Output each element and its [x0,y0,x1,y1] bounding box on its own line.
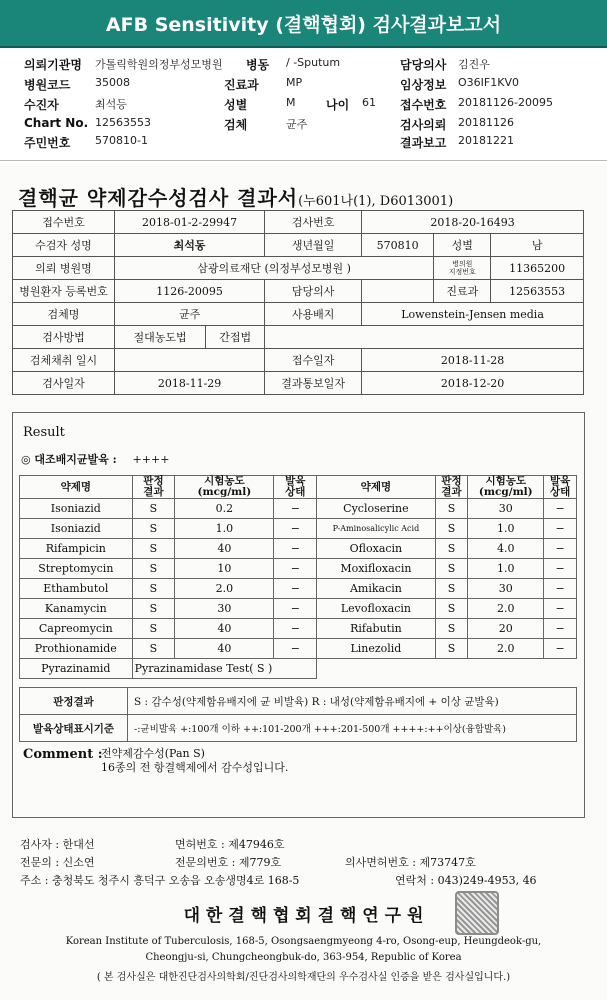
growth-status: − [544,639,577,659]
table-row [20,559,577,579]
concentration: 30 [468,579,544,599]
phone: 연락처 : 043)249-4953, 46 [395,874,537,887]
form-value: 균주 [115,303,265,326]
info-value: 최석등 [95,98,127,111]
form-value: 2018-20-16493 [362,211,584,234]
table-row [20,499,577,519]
column-header: 시험농도 (mcg/ml) [175,476,274,499]
table-row [20,619,577,639]
growth-status: − [544,619,577,639]
judgement: S [435,499,468,519]
drug-name: Ofloxacin [317,539,435,559]
table-row [20,579,577,599]
empty-cell [317,659,577,679]
form-label: 사용배지 [265,303,362,326]
concentration: 40 [175,639,274,659]
drug-name: Linezolid [317,639,435,659]
info-label: 주민번호 [24,136,71,150]
judgement: S [132,619,175,639]
column-header: 시험농도 (mcg/ml) [468,476,544,499]
judgement: S [132,639,175,659]
drug-name: Isoniazid [20,499,133,519]
form-value: 최석동 [115,234,265,257]
info-label: 의뢰기관명 [24,58,82,72]
form-label: 접수번호 [13,211,115,234]
growth-status: − [544,499,577,519]
form-value: 2018-11-28 [362,349,584,372]
table-row [13,234,584,257]
info-label: 접수번호 [400,98,447,112]
column-header: 발육 상태 [544,476,577,499]
concentration: 40 [175,619,274,639]
form-label: 검체채취 일시 [13,349,115,372]
scanned-report [0,166,607,1000]
form-value: 간접법 [206,326,265,349]
table-row [20,639,577,659]
column-header: 약제명 [317,476,435,499]
legend-value: S : 감수성(약제함유배지에 균 비발육) R : 내성(약제함유배지에 + 이상 균발육) [128,688,577,715]
judgement: S [435,559,468,579]
drug-name: Capreomycin [20,619,133,639]
legend-label: 발육상태표시기준 [20,715,128,742]
drug-name: Pyrazinamid [20,659,133,679]
column-header: 판정 결과 [132,476,175,499]
info-row [0,134,607,152]
info-row [0,116,607,134]
concentration: 20 [468,619,544,639]
concentration: 0.2 [175,499,274,519]
judgement: S [435,519,468,539]
growth-status: − [274,639,317,659]
drug-name: Rifampicin [20,539,133,559]
form-label: 병의원 지정번호 [434,257,491,280]
info-value: MP [286,76,303,89]
form-label: 접수일자 [265,349,362,372]
info-row [0,76,607,94]
report-title: AFB Sensitivity (결핵협회) 검사결과보고서 [105,14,502,36]
info-value: / -Sputum [286,56,341,69]
info-label: 병원코드 [24,78,71,92]
org-address-en: Cheongju-si, Chungcheongbuk-do, 363-954, Republic of Korea [145,952,462,963]
table-row [13,280,584,303]
legend-label: 판정결과 [20,688,128,715]
info-value: 20181126 [458,116,514,129]
form-value: 12563553 [491,280,584,303]
comment-label: Comment : [23,747,103,762]
drug-name: Levofloxacin [317,599,435,619]
tester: 검사자 : 한대선 [20,838,95,851]
result-title: Result [23,425,65,440]
org-name: 대 한 결 핵 협 회 결 핵 연 구 원 [183,906,424,926]
info-value: 균주 [286,118,308,131]
form-label: 병원환자 등록번호 [13,280,115,303]
concentration: 1.0 [468,519,544,539]
table-row [20,539,577,559]
form-value: 2018-11-29 [115,372,265,395]
table-row [13,211,584,234]
doc-title [18,182,453,211]
growth-status: − [274,539,317,559]
growth-status: − [274,599,317,619]
legend-table [19,687,577,742]
form-label: 검사번호 [265,211,362,234]
result-section [12,412,585,818]
table-row [20,688,577,715]
drug-name: Cycloserine [317,499,435,519]
form-value: 2018-12-20 [362,372,584,395]
growth-status: − [544,599,577,619]
info-value: 가톨릭학원의정부성모병원 [95,58,223,71]
form-label: 의뢰 병원명 [13,257,115,280]
form-value: 570810 [362,234,434,257]
growth-control-label: ◎ 대조배지균발육 : [21,453,117,466]
drug-name: Ethambutol [20,579,133,599]
info-label: 결과보고 [400,136,447,150]
concentration: 1.0 [468,559,544,579]
form-label: 수검자 성명 [13,234,115,257]
concentration: 1.0 [175,519,274,539]
concentration: 30 [468,499,544,519]
tester-license: 면허번호 : 제47946호 [175,838,285,851]
concentration: 2.0 [175,579,274,599]
form-value: 삼광의료재단 (의정부성모병원 ) [115,257,434,280]
form-label: 생년월일 [265,234,362,257]
table-row [20,715,577,742]
drug-name: Moxifloxacin [317,559,435,579]
info-label: 진료과 [224,78,259,92]
form-value: 2018-01-2-29947 [115,211,265,234]
info-value: O36IF1KV0 [458,76,519,89]
growth-status: − [274,519,317,539]
table-header [20,476,577,499]
form-value [362,280,434,303]
report-header [0,0,607,48]
info-label: 검체 [224,118,248,132]
judgement: S [132,539,175,559]
judgement: S [435,539,468,559]
growth-status: − [274,579,317,599]
drug-name: Prothionamide [20,639,133,659]
sensitivity-table [19,475,577,679]
judgement: S [435,639,468,659]
info-label: 병동 [246,58,270,72]
form-label: 진료과 [434,280,491,303]
growth-status: − [544,519,577,539]
judgement: S [132,519,175,539]
info-label: 검사의뢰 [400,118,447,132]
growth-status: − [274,619,317,639]
form-value: 11365200 [491,257,584,280]
info-label: Chart No. [24,116,89,130]
legend-value: -:균비발육 +:100개 이하 ++:101-200개 +++:201-500개 ++++:++이상(융합발육) [128,715,577,742]
table-row [20,659,577,679]
growth-status: − [274,499,317,519]
drug-name: P-Aminosalicylic Acid [317,519,435,539]
certification-note: ( 본 검사실은 대한진단검사의학회/진단검사의학재단의 우수검사실 인증을 받은 검사실입니다.) [96,972,511,983]
comment-line: 전약제감수성(Pan S) [101,747,205,760]
info-value: 35008 [95,76,130,89]
comment-line: 16종의 전 항결핵제에서 감수성입니다. [101,761,289,774]
form-value [265,326,584,349]
column-header: 발육 상태 [274,476,317,499]
form-label: 결과통보일자 [265,372,362,395]
official-seal [455,891,499,935]
drug-name: Amikacin [317,579,435,599]
judgement: S [435,619,468,639]
info-value: 김진우 [458,58,490,71]
info-value: 20181126-20095 [458,96,553,109]
patient-info [0,54,607,154]
table-row [13,372,584,395]
info-value: 20181221 [458,134,514,147]
drug-name: Kanamycin [20,599,133,619]
concentration: 30 [175,599,274,619]
concentration: 2.0 [468,599,544,619]
form-label: 성별 [434,234,491,257]
table-row [13,257,584,280]
info-row [0,96,607,114]
growth-control [21,451,169,467]
drug-name: Rifabutin [317,619,435,639]
form-value: Lowenstein-Jensen media [362,303,584,326]
info-label: 나이 [326,98,350,112]
info-value: 61 [362,96,376,109]
request-form [12,210,584,395]
pza-result: Pyrazinamidase Test( S ) [132,659,317,679]
info-label: 담당의사 [400,58,447,72]
form-value: 절대농도법 [115,326,206,349]
growth-status: − [274,559,317,579]
judgement: S [132,559,175,579]
info-label: 성별 [224,98,248,112]
concentration: 10 [175,559,274,579]
info-value: 570810-1 [95,134,148,147]
info-row [0,56,607,74]
expert-license: 전문의번호 : 제779호 [175,856,282,869]
info-label: 수진자 [24,98,59,112]
growth-status: − [544,579,577,599]
form-value: 남 [491,234,584,257]
doc-title-code: (누601나(1), D6013001) [298,194,454,209]
info-label: 임상정보 [400,78,447,92]
column-header: 약제명 [20,476,133,499]
expert: 전문의 : 신소연 [20,856,95,869]
drug-name: Isoniazid [20,519,133,539]
judgement: S [132,579,175,599]
form-value [115,349,265,372]
form-label: 검체명 [13,303,115,326]
table-row [20,599,577,619]
org-address-en: Korean Institute of Tuberculosis, 168-5, Osongsaengmyeong 4-ro, Osong-eup, Heungdeok-gu, [65,936,542,947]
table-row [20,519,577,539]
concentration: 40 [175,539,274,559]
table-row [13,303,584,326]
form-value: 1126-20095 [115,280,265,303]
doc-title-text: 결핵균 약제감수성검사 결과서 [18,186,299,210]
concentration: 2.0 [468,639,544,659]
form-label: 검사방법 [13,326,115,349]
table-row [13,326,584,349]
judgement: S [132,499,175,519]
info-value: 12563553 [95,116,151,129]
form-label: 검사일자 [13,372,115,395]
growth-status: − [544,539,577,559]
drug-name: Streptomycin [20,559,133,579]
divider [0,160,607,161]
info-value: M [286,96,296,109]
judgement: S [435,579,468,599]
judgement: S [132,599,175,619]
concentration: 4.0 [468,539,544,559]
doctor-license: 의사면허번호 : 제73747호 [345,856,476,869]
address: 주소 : 충청북도 청주시 흥덕구 오송읍 오송생명4로 168-5 [20,874,300,887]
judgement: S [435,599,468,619]
growth-control-value: ++++ [132,453,170,466]
column-header: 판정 결과 [435,476,468,499]
table-row [13,349,584,372]
form-label: 담당의사 [265,280,362,303]
growth-status: − [544,559,577,579]
